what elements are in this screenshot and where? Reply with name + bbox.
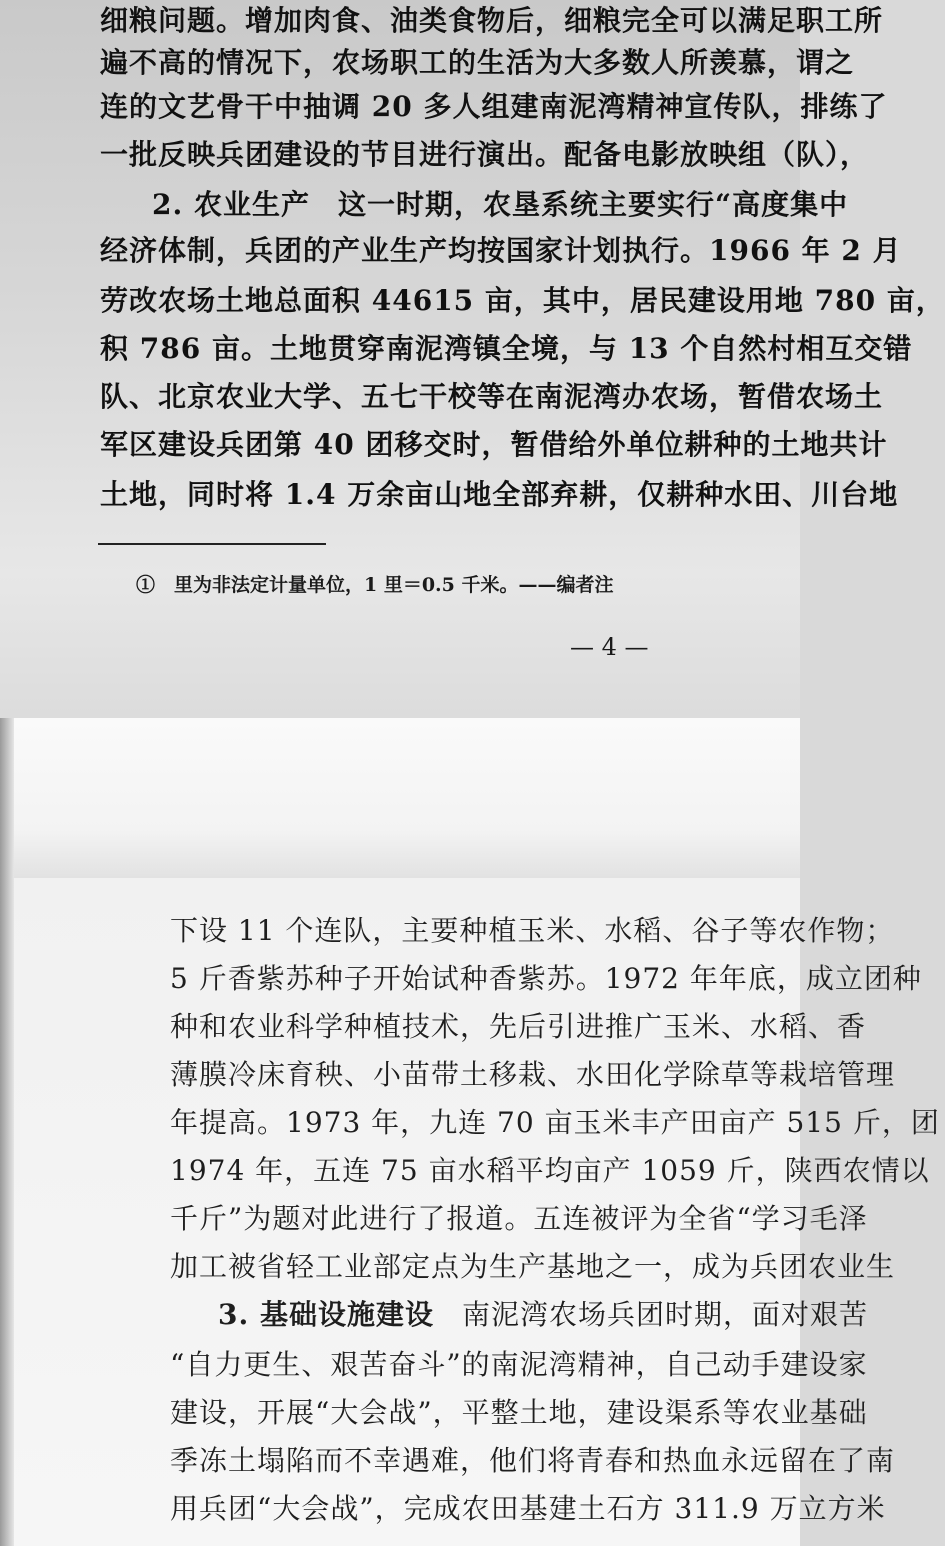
footnote-divider: [98, 543, 326, 545]
section-heading: 2. 农业生产: [152, 188, 310, 221]
text-line: 经济体制，兵团的产业生产均按国家计划执行。1966 年 2 月: [100, 234, 902, 267]
section-text: 这一时期，农垦系统主要实行“高度集中: [337, 188, 849, 221]
page-edge-shadow: [0, 878, 14, 1546]
section-heading: 3. 基础设施建设: [218, 1298, 434, 1331]
text-line: 建设，开展“大会战”，平整土地，建设渠系等农业基础: [170, 1396, 868, 1429]
text-line: 积 786 亩。土地贯穿南泥湾镇全境，与 13 个自然村相互交错: [100, 332, 913, 365]
section-text: 南泥湾农场兵团时期，面对艰苦: [461, 1298, 868, 1331]
text-line: 下设 11 个连队，主要种植玉米、水稻、谷子等农作物；: [170, 914, 895, 947]
text-line: 连的文艺骨干中抽调 20 多人组建南泥湾精神宣传队，排练了: [100, 90, 888, 123]
footnote: ① 里为非法定计量单位，1 里＝0.5 千米。——编者注: [136, 574, 614, 596]
text-line: 年提高。1973 年，九连 70 亩玉米丰产田亩产 515 斤，团: [170, 1106, 940, 1139]
text-line: 加工被省轻工业部定点为生产基地之一，成为兵团农业生: [170, 1250, 896, 1283]
text-line: 劳改农场土地总面积 44615 亩，其中，居民建设用地 780 亩，: [100, 284, 945, 317]
text-line: 细粮问题。增加肉食、油类食物后，细粮完全可以满足职工所: [100, 4, 884, 37]
text-line: 一批反映兵团建设的节目进行演出。配备电影放映组（队），: [100, 138, 870, 171]
text-line: 种和农业科学种植技术，先后引进推广玉米、水稻、香: [170, 1010, 867, 1043]
top-page: [0, 0, 945, 718]
text-line: 千斤”为题对此进行了报道。五连被评为全省“学习毛泽: [170, 1202, 868, 1235]
page-gap: [0, 718, 800, 878]
text-line: 土地，同时将 1.4 万余亩山地全部弃耕，仅耕种水田、川台地: [100, 478, 899, 511]
section-heading-line: [152, 188, 848, 222]
text-line: 队、北京农业大学、五七干校等在南泥湾办农场，暂借农场土: [100, 380, 884, 413]
section-heading-line: [218, 1298, 868, 1332]
text-line: 1974 年，五连 75 亩水稻平均亩产 1059 斤，陕西农情以: [170, 1154, 930, 1187]
text-line: 用兵团“大会战”，完成农田基建土石方 311.9 万立方米: [170, 1492, 886, 1525]
bottom-page: [0, 878, 940, 1546]
text-line: 5 斤香紫苏种子开始试种香紫苏。1972 年年底，成立团种: [170, 962, 922, 995]
text-line: “自力更生、艰苦奋斗”的南泥湾精神，自己动手建设家: [170, 1348, 868, 1381]
text-line: 季冻土塌陷而不幸遇难，他们将青春和热血永远留在了南: [170, 1444, 896, 1477]
page-edge-shadow: [0, 718, 14, 878]
text-line: 军区建设兵团第 40 团移交时，暂借给外单位耕种的土地共计: [100, 428, 888, 461]
page-number: — 4 —: [570, 633, 649, 661]
text-line: 薄膜冷床育秧、小苗带土移栽、水田化学除草等栽培管理: [170, 1058, 896, 1091]
text-line: 遍不高的情况下，农场职工的生活为大多数人所羡慕，谓之: [100, 46, 855, 79]
